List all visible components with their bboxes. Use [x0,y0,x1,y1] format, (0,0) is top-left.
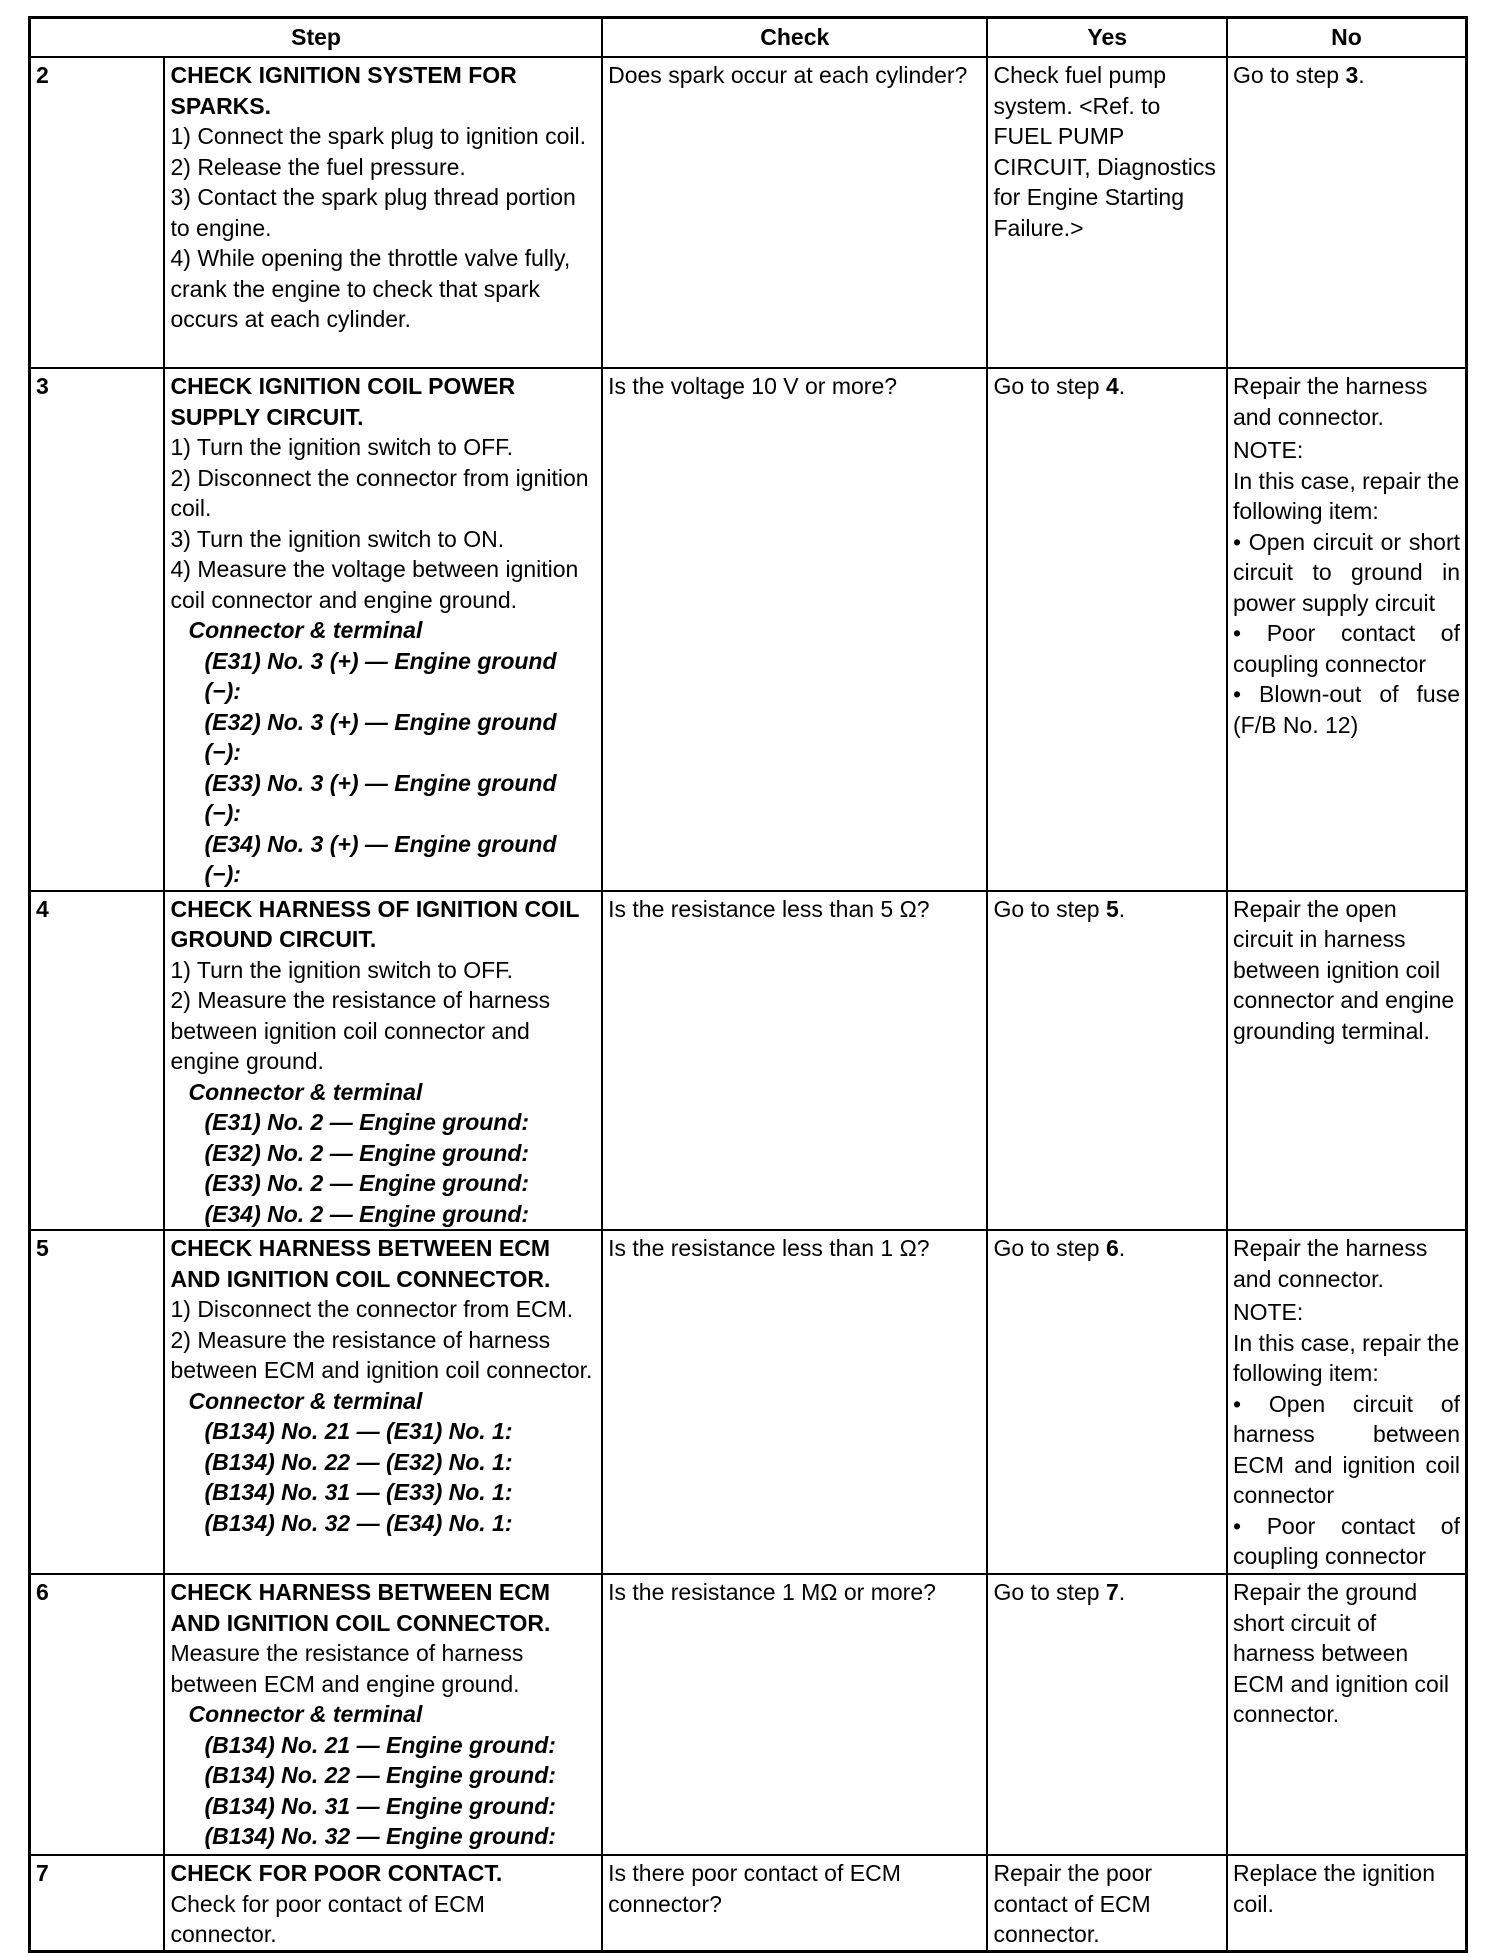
step-line: Check for poor contact of ECM connector. [170,1890,485,1947]
yes-prefix: Go to step [993,895,1106,922]
note-item: • Poor contact of coupling connector [1232,1512,1460,1569]
header-no: No [1227,18,1467,58]
connector-heading: Connector & terminal [188,1078,423,1105]
yes-step-ref: 5 [1106,895,1119,922]
no-step-ref: 3 [1345,62,1359,88]
step-line: 1) Turn the ignition switch to OFF. [170,956,514,983]
step-cell [164,57,602,368]
step-title: CHECK IGNITION SYSTEM FOR SPARKS. [170,62,517,119]
connector-terminal: (E33) No. 3 (+) — Engine ground (−): [204,769,557,826]
connector-terminal: (B134) No. 31 — Engine ground: [204,1792,556,1819]
yes-prefix: Go to step [993,373,1106,399]
header-step: Step [30,18,603,58]
check-cell: Is there poor contact of ECM connector? [602,1855,987,1951]
connector-terminal: (B134) No. 21 — (E31) No. 1: [204,1418,513,1444]
step-line: 1) Turn the ignition switch to OFF. [170,434,514,460]
step-line: Measure the resistance of harness between ECM and engine ground. [170,1640,524,1697]
check-cell: Is the resistance less than 1 Ω? [602,1230,987,1574]
step-line: 3) Turn the ignition switch to ON. [170,525,505,552]
connector-terminal: (E32) No. 3 (+) — Engine ground (−): [204,708,557,765]
step-cell [164,368,602,891]
note-item: • Open circuit of harness between ECM and ignition coil connector [1232,1390,1460,1508]
step-number: 2 [30,57,165,368]
no-cell [1227,1230,1467,1574]
step-line: 2) Release the fuel pressure. [170,153,466,180]
yes-suffix: . [1118,373,1126,399]
note-item: • Blown-out of fuse (F/B No. 12) [1232,681,1460,738]
yes-cell [987,1230,1227,1574]
yes-suffix: . [1118,895,1126,922]
yes-cell: Check fuel pump system. <Ref. to FUEL PUMP CIRCUIT, Diagnostics for Engine Starting Failure.> [987,57,1227,368]
yes-suffix: . [1118,1235,1126,1261]
note-item: • Open circuit or short circuit to ground in power supply circuit [1232,528,1460,616]
step-line: 4) While opening the throttle valve fully, crank the engine to check that spark occurs at each cylinder. [170,245,571,332]
check-cell: Does spark occur at each cylinder? [602,57,987,368]
step-title: CHECK HARNESS BETWEEN ECM AND IGNITION COIL CONNECTOR. [170,1579,551,1636]
step-line: 2) Disconnect the connector from ignition coil. [170,464,589,521]
step-line: 2) Measure the resistance of harness between ignition coil connector and engine ground. [170,987,551,1074]
yes-step-ref: 6 [1106,1235,1119,1261]
no-prefix: Go to step [1232,62,1346,88]
step-number: 7 [30,1855,165,1951]
no-cell: Repair the open circuit in harness between ignition coil connector and engine grounding terminal. [1227,891,1467,1231]
connector-terminal: (B134) No. 32 — Engine ground: [204,1823,556,1849]
table-row-step-5 [30,1230,1467,1574]
connector-terminal: (E34) No. 3 (+) — Engine ground (−): [204,830,557,887]
step-number: 5 [30,1230,165,1574]
step-title: CHECK HARNESS BETWEEN ECM AND IGNITION COIL CONNECTOR. [170,1235,551,1292]
step-line: 3) Contact the spark plug thread portion to engine. [170,184,576,241]
step-line: 4) Measure the voltage between ignition coil connector and engine ground. [170,556,579,613]
step-cell [164,891,602,1231]
connector-terminal: (E32) No. 2 — Engine ground: [204,1139,530,1166]
no-cell [1227,57,1467,368]
check-cell: Is the resistance less than 5 Ω? [602,891,987,1231]
yes-prefix: Go to step [993,1579,1106,1605]
no-suffix: . [1358,62,1365,88]
connector-terminal: (B134) No. 22 — (E32) No. 1: [204,1448,513,1475]
yes-cell [987,368,1227,891]
step-number: 3 [30,368,165,891]
yes-cell: Repair the poor contact of ECM connector. [987,1855,1227,1951]
note-label: NOTE: [1232,437,1304,463]
connector-terminal: (B134) No. 31 — (E33) No. 1: [204,1479,513,1505]
check-cell: Is the resistance 1 MΩ or more? [602,1574,987,1855]
check-cell: Is the voltage 10 V or more? [602,368,987,891]
connector-terminal: (E33) No. 2 — Engine ground: [204,1170,530,1196]
step-number: 6 [30,1574,165,1855]
step-line: 1) Connect the spark plug to ignition coil. [170,123,587,149]
note-item: • Poor contact of coupling connector [1232,620,1460,677]
note-label: NOTE: [1232,1299,1304,1325]
step-cell [164,1574,602,1855]
table-row-step-6 [30,1574,1467,1855]
header-yes: Yes [987,18,1227,58]
note-intro: In this case, repair the following item: [1232,467,1460,524]
no-action: Repair the harness and connector. [1232,373,1428,430]
step-number: 4 [30,891,165,1231]
note-intro: In this case, repair the following item: [1232,1329,1460,1386]
step-title: CHECK FOR POOR CONTACT. [170,1860,503,1886]
step-title: CHECK IGNITION COIL POWER SUPPLY CIRCUIT. [170,373,516,430]
no-action: Repair the harness and connector. [1232,1235,1428,1292]
yes-cell [987,1574,1227,1855]
header-check: Check [602,18,987,58]
connector-heading: Connector & terminal [188,1387,423,1414]
step-line: 1) Disconnect the connector from ECM. [170,1296,574,1322]
table-row-step-2 [30,57,1467,368]
connector-terminal: (B134) No. 32 — (E34) No. 1: [204,1509,513,1536]
connector-terminal: (E34) No. 2 — Engine ground: [204,1200,530,1227]
no-cell: Replace the ignition coil. [1227,1855,1467,1951]
yes-step-ref: 7 [1106,1579,1119,1605]
table-row-step-7 [30,1855,1467,1951]
no-cell: Repair the ground short circuit of harness between ECM and ignition coil connector. [1227,1574,1467,1855]
step-cell [164,1855,602,1951]
connector-terminal: (E31) No. 2 — Engine ground: [204,1109,530,1135]
step-title: CHECK HARNESS OF IGNITION COIL GROUND CIRCUIT. [170,895,579,952]
step-cell [164,1230,602,1574]
yes-prefix: Go to step [993,1235,1106,1261]
yes-cell [987,891,1227,1231]
no-cell [1227,368,1467,891]
connector-terminal: (B134) No. 21 — Engine ground: [204,1731,556,1758]
step-line: 2) Measure the resistance of harness between ECM and ignition coil connector. [170,1326,593,1383]
table-row-step-3 [30,368,1467,891]
connector-terminal: (E31) No. 3 (+) — Engine ground (−): [204,647,557,704]
connector-heading: Connector & terminal [188,617,423,643]
yes-suffix: . [1118,1579,1126,1605]
connector-heading: Connector & terminal [188,1701,423,1727]
yes-step-ref: 4 [1106,373,1119,399]
header-row [30,18,1467,58]
diagnostic-table [28,16,1468,1953]
connector-terminal: (B134) No. 22 — Engine ground: [204,1762,556,1788]
table-row-step-4 [30,891,1467,1231]
